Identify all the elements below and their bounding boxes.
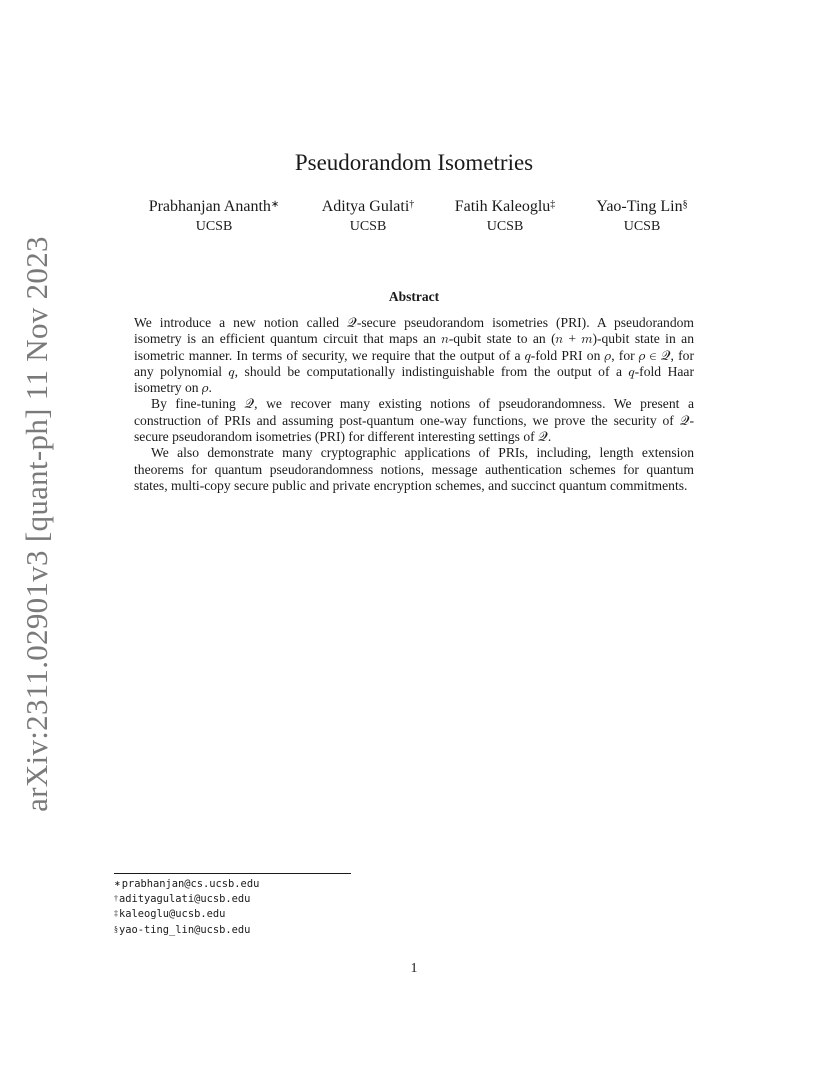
author-block <box>322 196 415 236</box>
author-affiliation: UCSB <box>486 219 524 234</box>
footnote-mark: ∗ <box>114 879 121 888</box>
author-footnote-mark: † <box>409 199 415 210</box>
arxiv-identifier: arXiv:2311.02901v3 [quant-ph] 11 Nov 2023 <box>19 236 54 812</box>
author-email: kaleoglu@ucsb.edu <box>119 908 226 921</box>
author-affiliation: UCSB <box>623 219 661 234</box>
author-email: prabhanjan@cs.ucsb.edu <box>121 878 260 890</box>
author-block <box>596 196 687 236</box>
paper-title: Pseudorandom Isometries <box>294 150 534 175</box>
abstract-body <box>134 315 694 494</box>
author-footnote-mark: ‡ <box>550 199 556 210</box>
footnote-email <box>114 877 259 892</box>
footnote-mark: § <box>114 924 118 934</box>
footnote-mark: † <box>114 894 118 904</box>
author-name: Fatih Kaleoglu <box>454 198 551 215</box>
footnote-email <box>114 923 259 938</box>
footnote-mark: ‡ <box>114 909 118 919</box>
author-email: adityagulati@ucsb.edu <box>119 893 251 906</box>
author-block <box>149 196 280 236</box>
abstract-paragraph: We also demonstrate many cryptographic applications of PRIs, including, length extension theorems for quantum pseudorandomness notions, message authentication schemes for quantum states, multi-copy secure public and private encryption schemes, and succinct quantum commitments. <box>134 445 694 493</box>
author-name: Aditya Gulati <box>321 198 410 215</box>
page-number: 1 <box>410 961 418 976</box>
abstract-paragraph: We introduce a new notion called 𝒬-secure pseudorandom isometries (PRI). A pseudorandom isometry is an efficient quantum circuit that maps an 𝑛-qubit state to an (𝑛 + 𝑚)-qubit state in an isometric manner. In terms of security, we require that the output of a 𝑞-fold PRI on 𝜌, for 𝜌 ∈ 𝒬, for any polynomial 𝑞, should be computationally indistinguishable from the output of a 𝑞-fold Haar isometry on 𝜌. <box>134 315 694 396</box>
abstract-paragraph: By fine-tuning 𝒬, we recover many existing notions of pseudorandomness. We present a construction of PRIs and assuming post-quantum one-way functions, we prove the security of 𝒬-secure pseudorandom isometries (PRI) for different interesting settings of 𝒬. <box>134 396 694 445</box>
author-block <box>455 196 556 236</box>
footnote-email <box>114 907 259 922</box>
author-name: Yao-Ting Lin <box>596 198 683 215</box>
arxiv-sidebar <box>14 236 60 812</box>
author-footnote-mark: ∗ <box>270 199 280 210</box>
author-footnote-mark: § <box>682 199 688 210</box>
abstract-heading: Abstract <box>388 289 440 304</box>
footnote-list <box>114 877 259 938</box>
author-email: yao-ting_lin@ucsb.edu <box>119 923 251 936</box>
author-name: Prabhanjan Ananth <box>148 198 271 215</box>
author-affiliation: UCSB <box>195 219 233 234</box>
footnote-email <box>114 892 259 907</box>
footnote-divider <box>114 873 351 874</box>
author-list <box>0 196 828 246</box>
author-affiliation: UCSB <box>349 219 387 234</box>
